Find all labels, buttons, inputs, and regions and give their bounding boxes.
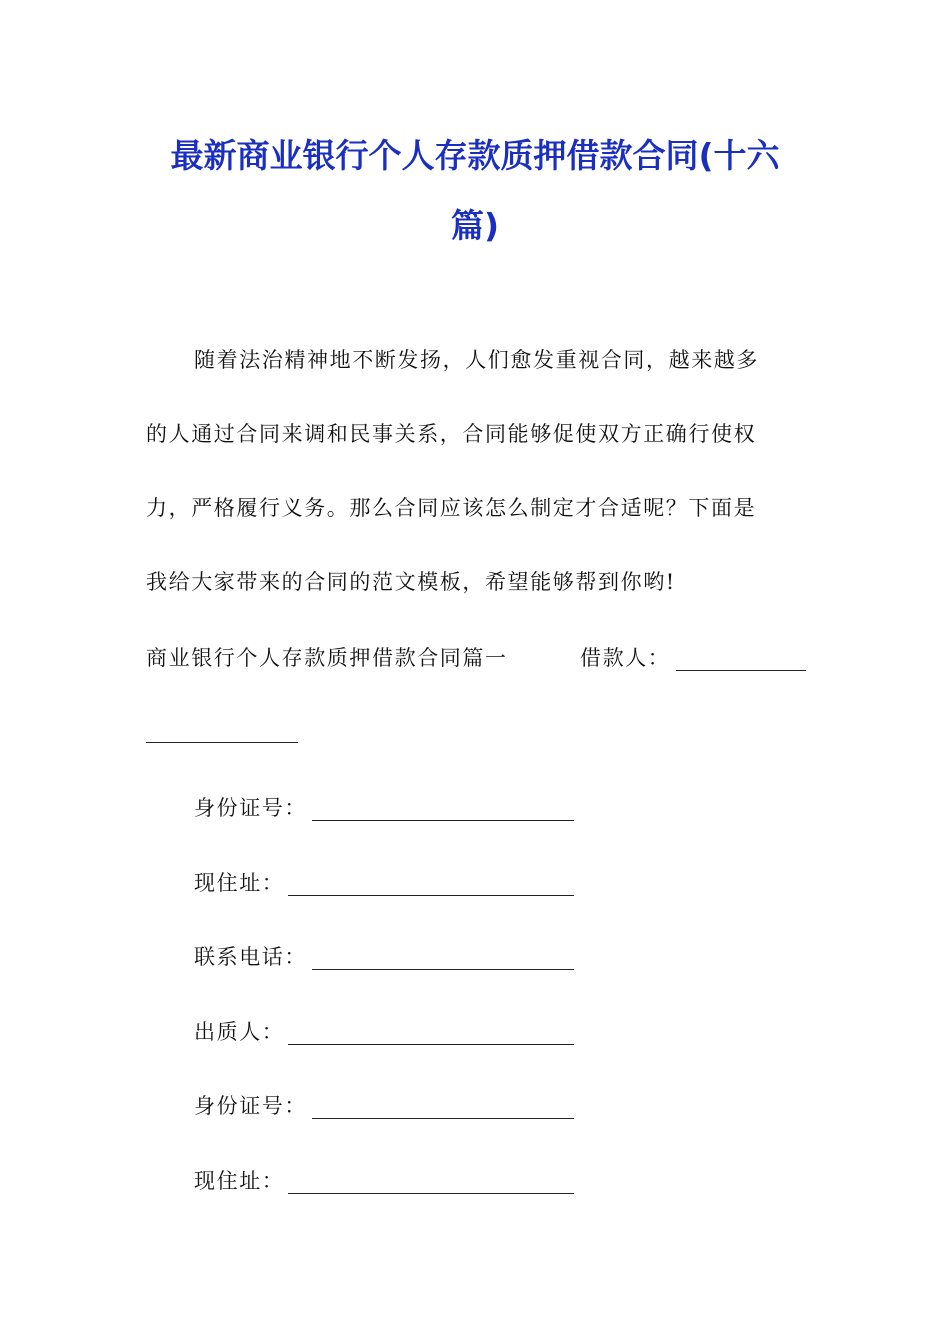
field-blank-pledgor-id-number bbox=[312, 1118, 574, 1119]
field-label-address: 现住址： bbox=[194, 871, 285, 895]
field-label-id-number: 身份证号： bbox=[194, 796, 307, 820]
intro-paragraph-line-2: 的人通过合同来调和民事关系，合同能够促使双方正确行使权 bbox=[146, 422, 757, 446]
intro-paragraph-line-1: 随着法治精神地不断发扬，人们愈发重视合同，越来越多 bbox=[194, 348, 759, 372]
field-blank-pledgor-address bbox=[288, 1193, 574, 1194]
field-label-pledgor-address: 现住址： bbox=[194, 1169, 285, 1193]
field-blank-phone bbox=[312, 969, 574, 970]
field-blank-id-number bbox=[312, 820, 574, 821]
borrower-label: 借款人： bbox=[580, 646, 671, 670]
document-title-line-1: 最新商业银行个人存款质押借款合同(十六 bbox=[170, 136, 780, 175]
borrower-blank-line bbox=[676, 670, 806, 671]
intro-paragraph-line-4: 我给大家带来的合同的范文模板，希望能够帮到你哟! bbox=[146, 570, 676, 594]
field-label-pledgor-id-number: 身份证号： bbox=[194, 1094, 307, 1118]
borrower-blank-line-continued bbox=[146, 742, 298, 743]
document-title-line-2: 篇) bbox=[450, 206, 500, 245]
field-label-pledgor: 出质人： bbox=[194, 1020, 285, 1044]
field-blank-pledgor bbox=[288, 1044, 574, 1045]
intro-paragraph-line-3: 力，严格履行义务。那么合同应该怎么制定才合适呢？下面是 bbox=[146, 496, 757, 520]
field-label-phone: 联系电话： bbox=[194, 945, 307, 969]
field-blank-address bbox=[288, 895, 574, 896]
section-heading: 商业银行个人存款质押借款合同篇一 bbox=[146, 646, 508, 670]
